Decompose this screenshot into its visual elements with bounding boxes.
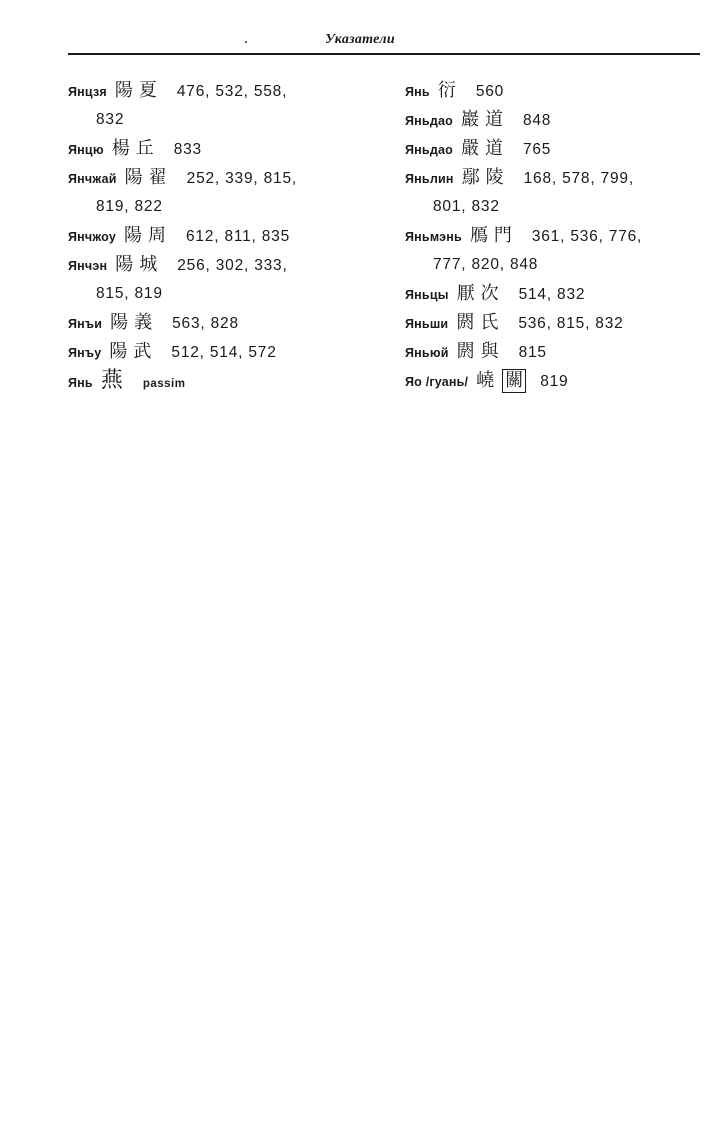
entry-term: Яньцы bbox=[405, 288, 449, 302]
index-entry bbox=[405, 221, 715, 279]
index-entry bbox=[405, 279, 715, 308]
entry-page-refs: 833 bbox=[173, 141, 202, 158]
entry-page-refs: 361, 536, 776, bbox=[531, 228, 643, 245]
entry-hanzi: 陽夏 bbox=[114, 80, 163, 101]
index-entry bbox=[405, 105, 715, 134]
entry-page-refs: 536, 815, 832 bbox=[518, 315, 624, 332]
entry-term: Янъи bbox=[68, 317, 103, 331]
index-entry bbox=[68, 221, 378, 250]
entry-hanzi: 衍 bbox=[437, 80, 462, 101]
entry-page-refs: 612, 811, 835 bbox=[185, 228, 291, 245]
entry-page-refs: 815 bbox=[518, 344, 547, 361]
entry-hanzi: 陽周 bbox=[123, 225, 172, 246]
entry-term: Яньдао bbox=[405, 143, 453, 157]
entry-hanzi: 陽城 bbox=[115, 254, 164, 275]
entry-hanzi: 嚴道 bbox=[460, 138, 509, 159]
entry-hanzi: 閼氏 bbox=[456, 312, 505, 333]
entry-hanzi-char: 嶢 bbox=[476, 370, 501, 391]
entry-page-refs: 563, 828 bbox=[172, 315, 239, 332]
entry-page-refs-cont: 815, 819 bbox=[96, 285, 163, 302]
entry-term: Янь bbox=[405, 85, 430, 99]
entry-hanzi bbox=[476, 370, 526, 391]
index-entry bbox=[405, 308, 715, 337]
entry-page-refs: 168, 578, 799, bbox=[523, 170, 634, 187]
entry-hanzi: 鄢陵 bbox=[461, 167, 510, 188]
entry-page-refs: 848 bbox=[522, 112, 552, 129]
entry-term: Яньдао bbox=[405, 114, 453, 128]
entry-page-refs: 819 bbox=[540, 373, 569, 390]
entry-page-refs: 765 bbox=[522, 141, 552, 158]
entry-hanzi: 閼與 bbox=[456, 341, 505, 362]
entry-hanzi: 陽義 bbox=[110, 312, 159, 333]
left-column bbox=[68, 76, 378, 395]
index-entry bbox=[405, 337, 715, 366]
entry-term: Яньши bbox=[405, 317, 449, 331]
entry-term: Янчжоу bbox=[68, 230, 116, 244]
index-entry bbox=[405, 134, 715, 163]
entry-hanzi: 陽武 bbox=[109, 341, 158, 362]
entry-page-refs: passim bbox=[142, 378, 186, 390]
index-entry bbox=[68, 337, 378, 366]
index-entry bbox=[68, 308, 378, 337]
entry-term: Янчэн bbox=[68, 259, 108, 273]
entry-hanzi-boxed: 關 bbox=[502, 369, 526, 393]
index-entry bbox=[405, 76, 715, 105]
entry-hanzi: 厭次 bbox=[456, 283, 505, 304]
index-entry bbox=[405, 163, 715, 221]
entry-term: Яньмэнь bbox=[405, 230, 462, 244]
header-rule bbox=[68, 53, 700, 55]
index-entry bbox=[68, 250, 378, 308]
index-entry bbox=[68, 163, 378, 221]
entry-page-refs: 256, 302, 333, bbox=[177, 257, 288, 274]
entry-page-refs: 514, 832 bbox=[518, 286, 586, 303]
entry-page-refs-cont: 819, 822 bbox=[96, 198, 163, 215]
entry-term: Яньюй bbox=[405, 346, 449, 360]
entry-term: Яо /гуань/ bbox=[405, 375, 469, 389]
entry-term: Янцзя bbox=[68, 85, 107, 99]
entry-term: Янъу bbox=[68, 346, 102, 360]
entry-hanzi: 鴈門 bbox=[469, 225, 518, 246]
entry-term: Янь bbox=[68, 376, 93, 390]
page-title: Указатели bbox=[325, 32, 395, 47]
header-dot bbox=[245, 41, 247, 43]
entry-term: Яньлин bbox=[405, 172, 454, 186]
entry-page-refs: 476, 532, 558, bbox=[176, 83, 288, 100]
entry-page-refs-cont: 832 bbox=[96, 111, 125, 128]
entry-hanzi: 楊丘 bbox=[111, 138, 160, 159]
right-column bbox=[405, 76, 715, 395]
entry-page-refs: 560 bbox=[475, 83, 505, 100]
index-entry bbox=[68, 366, 378, 395]
entry-page-refs: 252, 339, 815, bbox=[186, 170, 297, 187]
index-entry bbox=[68, 76, 378, 134]
index-entry bbox=[405, 366, 715, 395]
entry-hanzi: 陽翟 bbox=[124, 167, 173, 188]
entry-page-refs: 512, 514, 572 bbox=[171, 344, 277, 361]
entry-hanzi: 巖道 bbox=[460, 109, 509, 130]
entry-term: Янчжай bbox=[68, 172, 117, 186]
entry-page-refs-cont: 777, 820, 848 bbox=[433, 256, 539, 273]
entry-hanzi: 燕 bbox=[100, 368, 129, 393]
entry-term: Янцю bbox=[68, 143, 104, 157]
entry-page-refs-cont: 801, 832 bbox=[433, 198, 500, 215]
index-entry bbox=[68, 134, 378, 163]
